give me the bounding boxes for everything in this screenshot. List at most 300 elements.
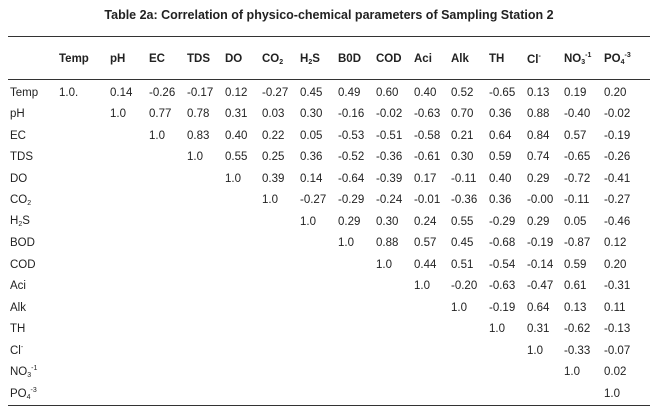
correlation-cell: [185, 276, 223, 298]
correlation-cell: 0.30: [300, 108, 323, 121]
correlation-cell: [108, 340, 147, 362]
correlation-cell: -0.40: [564, 108, 591, 121]
column-header: [374, 40, 412, 78]
correlation-cell: [57, 383, 108, 405]
correlation-cell: [57, 190, 108, 212]
correlation-cell: -0.17: [187, 86, 214, 99]
columns#14-text: NO: [564, 53, 582, 65]
table-row: [8, 125, 650, 147]
correlation-cell: 0.03: [262, 108, 285, 121]
correlation-cell: [223, 297, 260, 319]
column-header: [8, 40, 57, 78]
correlation-cell: [223, 190, 260, 212]
correlation-cell: 0.20: [604, 86, 627, 99]
correlation-cell: 0.60: [376, 86, 399, 99]
correlation-cell: [57, 211, 108, 233]
correlation-cell: 0.36: [489, 194, 512, 207]
correlation-cell: 0.61: [564, 280, 587, 293]
correlation-cell: [108, 168, 147, 190]
correlation-cell: 0.39: [262, 172, 285, 185]
correlation-cell: [487, 362, 525, 384]
correlation-cell: -0.65: [564, 151, 591, 164]
correlation-cell: [185, 340, 223, 362]
correlation-cell: [374, 276, 412, 298]
correlation-cell: [108, 362, 147, 384]
correlation-cell: 0.59: [489, 151, 512, 164]
rows#6#label-suffix: S: [22, 215, 30, 228]
table-row: [8, 211, 650, 233]
correlation-cell: [147, 297, 185, 319]
correlation-cell: 0.25: [262, 151, 285, 164]
correlation-cell: 0.13: [527, 86, 550, 99]
correlation-cell: [147, 383, 185, 405]
correlation-cell: [147, 254, 185, 276]
correlation-cell: 0.29: [527, 215, 550, 228]
correlation-cell: 0.40: [225, 129, 248, 142]
correlation-cell: [298, 319, 336, 341]
columns#15-text: PO: [604, 53, 621, 65]
correlation-cell: [108, 125, 147, 147]
columns#3-text: EC: [149, 53, 165, 65]
correlation-cell: 1.0: [262, 194, 278, 207]
correlation-cell: 1.0: [376, 258, 392, 271]
correlation-cell: [185, 319, 223, 341]
correlation-cell: 0.31: [527, 323, 550, 336]
table-row: [8, 147, 650, 169]
correlation-cell: [57, 168, 108, 190]
column-header: [57, 40, 108, 78]
correlation-table: [8, 40, 650, 405]
correlation-cell: [260, 319, 298, 341]
correlation-cell: 0.24: [414, 215, 437, 228]
columns#12-text: TH: [489, 53, 505, 65]
correlation-cell: [336, 319, 374, 341]
correlation-cell: 1.0: [451, 301, 467, 314]
correlation-cell: [298, 297, 336, 319]
correlation-cell: 0.40: [489, 172, 512, 185]
correlation-cell: [108, 233, 147, 255]
correlation-cell: 0.19: [564, 86, 587, 99]
row-label: [8, 125, 57, 147]
rows#13#label-text: NO: [10, 366, 28, 379]
row-label: [8, 233, 57, 255]
columns#15-subscript: 4: [620, 59, 625, 66]
correlation-cell: [185, 254, 223, 276]
table-row: [8, 319, 650, 341]
correlation-cell: [57, 125, 108, 147]
correlation-cell: [147, 190, 185, 212]
correlation-cell: [185, 168, 223, 190]
columns#10-text: Aci: [414, 53, 432, 65]
column-header: [412, 40, 449, 78]
correlation-cell: 0.64: [489, 129, 512, 142]
rows#8#label-text: COD: [10, 258, 36, 271]
correlation-cell: [147, 276, 185, 298]
row-label: [8, 254, 57, 276]
columns#15-superscript: -3: [624, 52, 631, 59]
correlation-cell: 1.0.: [59, 86, 79, 99]
row-label: [8, 297, 57, 319]
correlation-cell: [223, 211, 260, 233]
correlation-cell: 1.0: [187, 151, 203, 164]
column-header: [602, 40, 650, 78]
row-label: [8, 147, 57, 169]
correlation-cell: -0.36: [451, 194, 478, 207]
rows#5#label-text: CO: [10, 193, 28, 206]
rows#0#label-text: Temp: [10, 86, 39, 99]
correlation-cell: [108, 211, 147, 233]
correlation-cell: -0.19: [604, 129, 631, 142]
rows#14#label-text: PO: [10, 387, 27, 400]
correlation-cell: [374, 340, 412, 362]
correlation-cell: [374, 383, 412, 405]
correlation-cell: -0.26: [149, 86, 176, 99]
column-header: [147, 40, 185, 78]
column-header: [336, 40, 374, 78]
correlation-cell: 0.57: [414, 237, 437, 250]
correlation-cell: -0.52: [338, 151, 365, 164]
correlation-cell: [412, 362, 449, 384]
correlation-cell: -0.31: [604, 280, 631, 293]
correlation-cell: -0.00: [527, 194, 554, 207]
correlation-cell: 0.45: [300, 86, 323, 99]
correlation-cell: [449, 319, 487, 341]
columns#13-superscript: -: [538, 52, 541, 60]
correlation-cell: -0.11: [451, 172, 477, 185]
columns#6-subscript: 2: [279, 58, 284, 66]
rows#7#label-text: BOD: [10, 237, 35, 250]
columns#9-text: COD: [376, 53, 402, 65]
correlation-cell: [562, 383, 602, 405]
correlation-cell: -0.02: [376, 108, 403, 121]
columns#7-suffix: S: [312, 52, 320, 65]
row-label: [8, 78, 57, 104]
correlation-cell: [147, 362, 185, 384]
rows#5#label-subscript: 2: [27, 199, 32, 207]
correlation-cell: [57, 276, 108, 298]
correlation-cell: -0.58: [414, 129, 441, 142]
correlation-cell: -0.65: [489, 86, 516, 99]
table-caption: Table 2a: Correlation of physico-chemical parameters of Sampling Station 2: [104, 8, 554, 22]
columns#11-text: Alk: [451, 53, 469, 65]
correlation-cell: 0.29: [527, 172, 550, 185]
correlation-cell: [57, 104, 108, 126]
table-row: [8, 297, 650, 319]
columns#4-text: TDS: [187, 53, 210, 65]
correlation-cell: [223, 254, 260, 276]
row-label: [8, 211, 57, 233]
correlation-cell: [147, 233, 185, 255]
correlation-cell: -0.27: [604, 194, 631, 207]
correlation-cell: [147, 340, 185, 362]
correlation-cell: 0.12: [225, 86, 248, 99]
correlation-cell: [298, 362, 336, 384]
rows#10#label-text: Alk: [10, 301, 26, 314]
table-row: [8, 104, 650, 126]
correlation-cell: -0.61: [414, 151, 441, 164]
row-label: [8, 340, 57, 362]
correlation-cell: [449, 362, 487, 384]
correlation-cell: [336, 254, 374, 276]
correlation-cell: 0.17: [414, 172, 437, 185]
correlation-cell: [298, 254, 336, 276]
column-header: [525, 40, 562, 78]
correlation-cell: 0.78: [187, 108, 210, 121]
rows#14#label-subscript: 4: [26, 393, 31, 401]
correlation-cell: [298, 233, 336, 255]
correlation-cell: [108, 254, 147, 276]
correlation-cell: [57, 147, 108, 169]
correlation-cell: 0.12: [604, 237, 627, 250]
correlation-cell: [412, 319, 449, 341]
correlation-cell: [223, 319, 260, 341]
correlation-cell: -0.19: [489, 301, 516, 314]
correlation-cell: [223, 276, 260, 298]
correlation-cell: 0.02: [604, 366, 627, 379]
correlation-cell: -0.26: [604, 151, 631, 164]
correlation-cell: -0.72: [564, 172, 591, 185]
correlation-cell: [449, 383, 487, 405]
correlation-cell: 1.0: [564, 366, 580, 379]
correlation-cell: [147, 319, 185, 341]
correlation-cell: 0.57: [564, 129, 587, 142]
row-label: [8, 362, 57, 384]
correlation-cell: 0.49: [338, 86, 361, 99]
correlation-cell: -0.46: [604, 215, 631, 228]
correlation-cell: 0.70: [451, 108, 474, 121]
correlation-cell: [260, 276, 298, 298]
correlation-cell: -0.27: [300, 194, 327, 207]
correlation-cell: 0.13: [564, 301, 587, 314]
correlation-cell: -0.20: [451, 280, 478, 293]
correlation-cell: [298, 383, 336, 405]
correlation-cell: 1.0: [225, 172, 241, 185]
correlation-cell: [147, 147, 185, 169]
bottom-rule: [8, 405, 650, 406]
rows#1#label-text: pH: [10, 108, 25, 121]
rows#13#label-subscript: 3: [27, 372, 32, 380]
correlation-cell: 0.20: [604, 258, 627, 271]
correlation-cell: [374, 297, 412, 319]
table-row: [8, 168, 650, 190]
correlation-cell: 0.88: [527, 108, 550, 121]
row-label: [8, 104, 57, 126]
correlation-cell: [147, 211, 185, 233]
correlation-cell: [108, 297, 147, 319]
table-row: [8, 276, 650, 298]
correlation-cell: [260, 362, 298, 384]
correlation-cell: [260, 340, 298, 362]
correlation-cell: 1.0: [527, 344, 543, 357]
correlation-cell: 1.0: [300, 215, 316, 228]
rows#6#label-text: H: [10, 215, 19, 228]
correlation-cell: [298, 276, 336, 298]
row-label: [8, 168, 57, 190]
correlation-cell: [525, 383, 562, 405]
columns#5-text: DO: [225, 53, 243, 65]
correlation-cell: -0.51: [376, 129, 403, 142]
correlation-cell: 0.36: [300, 151, 323, 164]
column-header: [260, 40, 298, 78]
column-header: [298, 40, 336, 78]
correlation-cell: [374, 319, 412, 341]
correlation-cell: -0.63: [489, 280, 516, 293]
correlation-cell: 0.44: [414, 258, 437, 271]
correlation-cell: [260, 211, 298, 233]
correlation-cell: [57, 254, 108, 276]
correlation-cell: [185, 362, 223, 384]
correlation-cell: -0.36: [376, 151, 403, 164]
correlation-cell: 0.05: [564, 215, 587, 228]
row-label: [8, 276, 57, 298]
correlation-cell: 0.51: [451, 258, 474, 271]
correlation-cell: [57, 233, 108, 255]
correlation-cell: 0.31: [225, 108, 248, 121]
columns#13-text: Cl: [527, 53, 539, 66]
table-row: [8, 190, 650, 212]
columns#14-subscript: 3: [581, 59, 586, 66]
correlation-cell: [108, 383, 147, 405]
row-label: [8, 383, 57, 405]
correlation-cell: -0.13: [604, 323, 631, 336]
correlation-cell: [223, 340, 260, 362]
correlation-cell: 0.55: [451, 215, 474, 228]
rows#13#label-superscript: -1: [31, 365, 38, 373]
correlation-cell: -0.29: [489, 215, 516, 228]
correlation-cell: [336, 297, 374, 319]
correlation-cell: [336, 383, 374, 405]
correlation-cell: [260, 233, 298, 255]
correlation-cell: -0.07: [604, 344, 631, 357]
table-row: [8, 254, 650, 276]
correlation-cell: [57, 362, 108, 384]
correlation-cell: -0.64: [338, 172, 365, 185]
correlation-cell: 1.0: [110, 108, 126, 121]
columns#1-text: Temp: [59, 53, 89, 65]
correlation-cell: -0.87: [564, 237, 591, 250]
table-row: [8, 340, 650, 362]
correlation-cell: [108, 190, 147, 212]
rows#11#label-text: TH: [10, 323, 26, 336]
correlation-cell: 0.36: [489, 108, 512, 121]
correlation-cell: [487, 340, 525, 362]
columns#14-superscript: -1: [585, 52, 592, 59]
correlation-cell: [260, 297, 298, 319]
correlation-cell: -0.01: [414, 194, 441, 207]
correlation-cell: [108, 276, 147, 298]
correlation-cell: -0.54: [489, 258, 516, 271]
correlation-cell: -0.19: [527, 237, 554, 250]
correlation-cell: 1.0: [489, 323, 505, 336]
correlation-cell: -0.24: [376, 194, 403, 207]
correlation-cell: 0.45: [451, 237, 474, 250]
correlation-cell: [374, 362, 412, 384]
correlation-cell: -0.47: [527, 280, 554, 293]
correlation-cell: 1.0: [414, 280, 430, 293]
correlation-cell: 0.30: [376, 215, 399, 228]
correlation-cell: [412, 383, 449, 405]
columns#7-text: H: [300, 52, 309, 65]
correlation-cell: 0.77: [149, 108, 172, 121]
column-header: [487, 40, 525, 78]
columns#8-text: B0D: [338, 53, 362, 65]
correlation-cell: 0.74: [527, 151, 550, 164]
row-label: [8, 319, 57, 341]
correlation-cell: [223, 383, 260, 405]
correlation-cell: [185, 233, 223, 255]
correlation-cell: 0.40: [414, 86, 437, 99]
correlation-cell: 0.14: [110, 86, 133, 99]
correlation-cell: [185, 297, 223, 319]
correlation-cell: 0.83: [187, 129, 210, 142]
table-row: [8, 233, 650, 255]
correlation-cell: 0.59: [564, 258, 587, 271]
correlation-cell: -0.02: [604, 108, 631, 121]
correlation-cell: [57, 340, 108, 362]
correlation-cell: [336, 276, 374, 298]
rows#12#label-superscript: -: [20, 344, 24, 352]
correlation-cell: [108, 147, 147, 169]
correlation-cell: 0.30: [451, 151, 474, 164]
columns#2-text: pH: [110, 53, 126, 65]
rows#14#label-superscript: -3: [30, 386, 37, 394]
correlation-cell: -0.41: [604, 172, 631, 185]
correlation-cell: [525, 362, 562, 384]
correlation-cell: 0.21: [451, 129, 474, 142]
table-row: [8, 383, 650, 405]
rows#2#label-text: EC: [10, 129, 26, 142]
correlation-cell: -0.63: [414, 108, 441, 121]
correlation-cell: 1.0: [338, 237, 354, 250]
columns#7-subscript: 2: [308, 58, 313, 66]
correlation-cell: [260, 383, 298, 405]
columns#6-text: CO: [262, 52, 280, 65]
correlation-cell: [487, 383, 525, 405]
column-header: [223, 40, 260, 78]
column-header: [562, 40, 602, 78]
correlation-cell: 0.52: [451, 86, 474, 99]
correlation-cell: 1.0: [149, 129, 165, 142]
column-header: [449, 40, 487, 78]
rows#6#label-subscript: 2: [18, 221, 23, 229]
correlation-cell: [449, 340, 487, 362]
correlation-cell: [298, 340, 336, 362]
correlation-cell: -0.39: [376, 172, 403, 185]
correlation-cell: -0.53: [338, 129, 365, 142]
rows#12#label-text: Cl: [10, 345, 21, 358]
table-row: [8, 78, 650, 104]
correlation-cell: -0.29: [338, 194, 365, 207]
correlation-cell: [260, 254, 298, 276]
correlation-cell: 0.64: [527, 301, 550, 314]
correlation-cell: [223, 362, 260, 384]
correlation-cell: 0.29: [338, 215, 361, 228]
rows#4#label-text: DO: [10, 172, 28, 185]
correlation-cell: 0.05: [300, 129, 323, 142]
correlation-cell: [147, 168, 185, 190]
correlation-cell: -0.62: [564, 323, 591, 336]
rows#9#label-text: Aci: [10, 280, 26, 293]
correlation-cell: [223, 233, 260, 255]
rows#3#label-text: TDS: [10, 151, 33, 164]
correlation-cell: [185, 190, 223, 212]
correlation-cell: [412, 297, 449, 319]
table-row: [8, 362, 650, 384]
correlation-cell: [57, 319, 108, 341]
correlation-cell: 1.0: [604, 387, 620, 400]
correlation-cell: [185, 383, 223, 405]
correlation-cell: -0.11: [564, 194, 590, 207]
